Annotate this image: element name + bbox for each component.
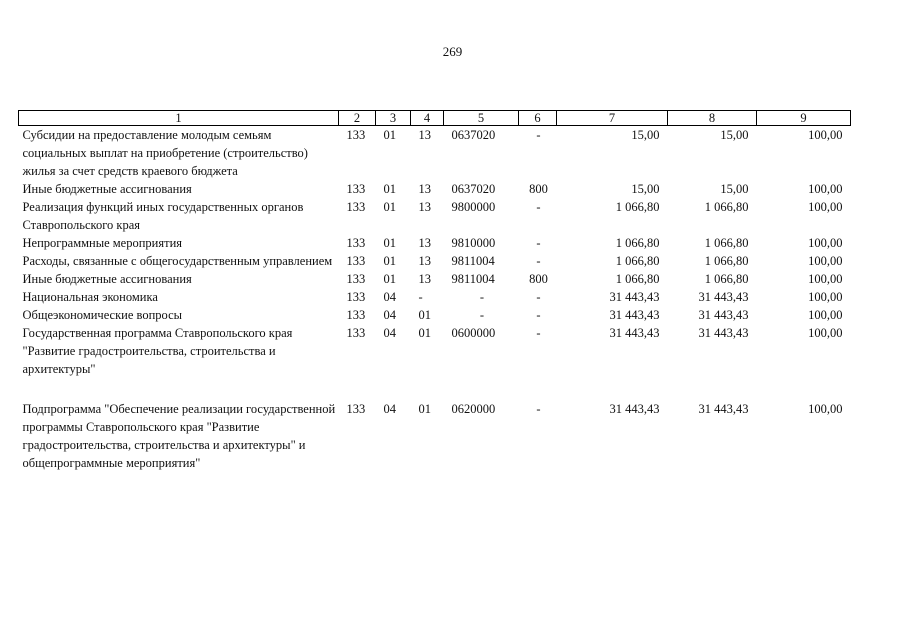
header-cell-3: 3 xyxy=(376,111,411,126)
row-planned-amount: 1 066,80 xyxy=(615,272,660,286)
row-ministry-code: 133 xyxy=(346,128,366,142)
row-planned-amount: 31 443,43 xyxy=(609,290,660,304)
row-section-code: 01 xyxy=(383,236,396,250)
row-subsection-code: - xyxy=(418,290,423,304)
row-expense-type: - xyxy=(536,326,541,340)
row-target-code: 9800000 xyxy=(451,200,496,214)
row-name: Подпрограмма "Обеспечение реализации государственной программы Ставропольского края "Развитие градостроительства, строительства и архитектуры" и общепрограммные мероприятия" xyxy=(22,402,336,470)
row-subsection-code: 01 xyxy=(418,326,431,340)
row-ministry-code: 133 xyxy=(346,402,366,416)
row-ministry-code: 133 xyxy=(346,200,366,214)
row-section-code: 04 xyxy=(383,290,396,304)
budget-table xyxy=(18,110,851,472)
row-planned-amount: 1 066,80 xyxy=(615,236,660,250)
row-actual-amount: 31 443,43 xyxy=(698,308,749,322)
row-expense-type: - xyxy=(536,402,541,416)
row-spacer xyxy=(19,378,851,400)
row-section-code: 01 xyxy=(383,182,396,196)
row-percent: 100,00 xyxy=(808,326,843,340)
row-percent: 100,00 xyxy=(808,128,843,142)
row-subsection-code: 13 xyxy=(418,200,431,214)
row-planned-amount: 15,00 xyxy=(631,128,660,142)
header-cell-7: 7 xyxy=(557,111,668,126)
row-ministry-code: 133 xyxy=(346,326,366,340)
row-name: Субсидии на предоставление молодым семьям социальных выплат на приобретение (строительство) жилья за счет средств краевого бюджета xyxy=(22,128,308,178)
row-ministry-code: 133 xyxy=(346,290,366,304)
page-number: 269 xyxy=(442,44,463,59)
table-row xyxy=(19,288,851,306)
row-actual-amount: 15,00 xyxy=(720,182,749,196)
row-planned-amount: 31 443,43 xyxy=(609,326,660,340)
row-planned-amount: 15,00 xyxy=(631,182,660,196)
header-cell-4: 4 xyxy=(411,111,444,126)
table-header xyxy=(19,111,851,126)
row-target-code: 0637020 xyxy=(451,182,496,196)
table-row xyxy=(19,198,851,234)
row-target-code: 9811004 xyxy=(451,254,495,268)
table-row xyxy=(19,234,851,252)
row-subsection-code: 13 xyxy=(418,236,431,250)
row-percent: 100,00 xyxy=(808,402,843,416)
row-percent: 100,00 xyxy=(808,200,843,214)
row-section-code: 01 xyxy=(383,200,396,214)
row-actual-amount: 1 066,80 xyxy=(704,254,749,268)
row-actual-amount: 31 443,43 xyxy=(698,290,749,304)
header-cell-8: 8 xyxy=(668,111,757,126)
row-subsection-code: 13 xyxy=(418,272,431,286)
header-cell-5: 5 xyxy=(444,111,519,126)
row-name: Непрограммные мероприятия xyxy=(22,236,183,250)
row-percent: 100,00 xyxy=(808,290,843,304)
row-section-code: 04 xyxy=(383,402,396,416)
row-ministry-code: 133 xyxy=(346,182,366,196)
row-percent: 100,00 xyxy=(808,308,843,322)
row-subsection-code: 13 xyxy=(418,182,431,196)
row-actual-amount: 31 443,43 xyxy=(698,326,749,340)
row-expense-type: - xyxy=(536,290,541,304)
table-row xyxy=(19,400,851,472)
row-expense-type: - xyxy=(536,254,541,268)
row-name: Общеэкономические вопросы xyxy=(22,308,183,322)
table-row xyxy=(19,180,851,198)
row-name: Иные бюджетные ассигнования xyxy=(22,182,192,196)
table-row xyxy=(19,126,851,181)
row-expense-type: 800 xyxy=(529,272,548,286)
row-actual-amount: 15,00 xyxy=(720,128,749,142)
row-expense-type: 800 xyxy=(529,182,548,196)
row-name: Государственная программа Ставропольского края "Развитие градостроительства, строительства и архитектуры" xyxy=(22,326,293,376)
table-row xyxy=(19,324,851,378)
header-cell-9: 9 xyxy=(757,111,851,126)
row-expense-type: - xyxy=(536,128,541,142)
row-subsection-code: 01 xyxy=(418,308,431,322)
row-subsection-code: 01 xyxy=(418,402,431,416)
row-planned-amount: 31 443,43 xyxy=(609,402,660,416)
row-name: Расходы, связанные с общегосударственным управлением xyxy=(22,254,333,268)
row-ministry-code: 133 xyxy=(346,254,366,268)
row-name: Иные бюджетные ассигнования xyxy=(22,272,192,286)
row-expense-type: - xyxy=(536,200,541,214)
row-target-code: - xyxy=(479,290,485,304)
row-target-code: 0637020 xyxy=(451,128,496,142)
row-section-code: 01 xyxy=(383,254,396,268)
row-subsection-code: 13 xyxy=(418,128,431,142)
row-percent: 100,00 xyxy=(808,254,843,268)
row-target-code: 0620000 xyxy=(451,402,496,416)
row-expense-type: - xyxy=(536,308,541,322)
row-actual-amount: 1 066,80 xyxy=(704,272,749,286)
row-section-code: 01 xyxy=(383,272,396,286)
row-target-code: 0600000 xyxy=(451,326,496,340)
table-row xyxy=(19,270,851,288)
table-row xyxy=(19,306,851,324)
row-ministry-code: 133 xyxy=(346,308,366,322)
row-ministry-code: 133 xyxy=(346,272,366,286)
row-target-code: 9810000 xyxy=(451,236,496,250)
row-percent: 100,00 xyxy=(808,236,843,250)
row-expense-type: - xyxy=(536,236,541,250)
header-cell-1: 1 xyxy=(19,111,339,126)
row-name: Национальная экономика xyxy=(22,290,158,304)
row-subsection-code: 13 xyxy=(418,254,431,268)
row-section-code: 01 xyxy=(383,128,396,142)
header-cell-2: 2 xyxy=(339,111,376,126)
row-percent: 100,00 xyxy=(808,182,843,196)
row-actual-amount: 1 066,80 xyxy=(704,236,749,250)
row-planned-amount: 1 066,80 xyxy=(615,254,660,268)
header-cell-6: 6 xyxy=(519,111,557,126)
row-target-code: - xyxy=(479,308,485,322)
row-section-code: 04 xyxy=(383,308,396,322)
table-row xyxy=(19,252,851,270)
row-ministry-code: 133 xyxy=(346,236,366,250)
row-actual-amount: 31 443,43 xyxy=(698,402,749,416)
row-name: Реализация функций иных государственных органов Ставропольского края xyxy=(22,200,304,232)
row-percent: 100,00 xyxy=(808,272,843,286)
row-section-code: 04 xyxy=(383,326,396,340)
row-actual-amount: 1 066,80 xyxy=(704,200,749,214)
row-target-code: 9811004 xyxy=(451,272,495,286)
row-planned-amount: 1 066,80 xyxy=(615,200,660,214)
row-planned-amount: 31 443,43 xyxy=(609,308,660,322)
